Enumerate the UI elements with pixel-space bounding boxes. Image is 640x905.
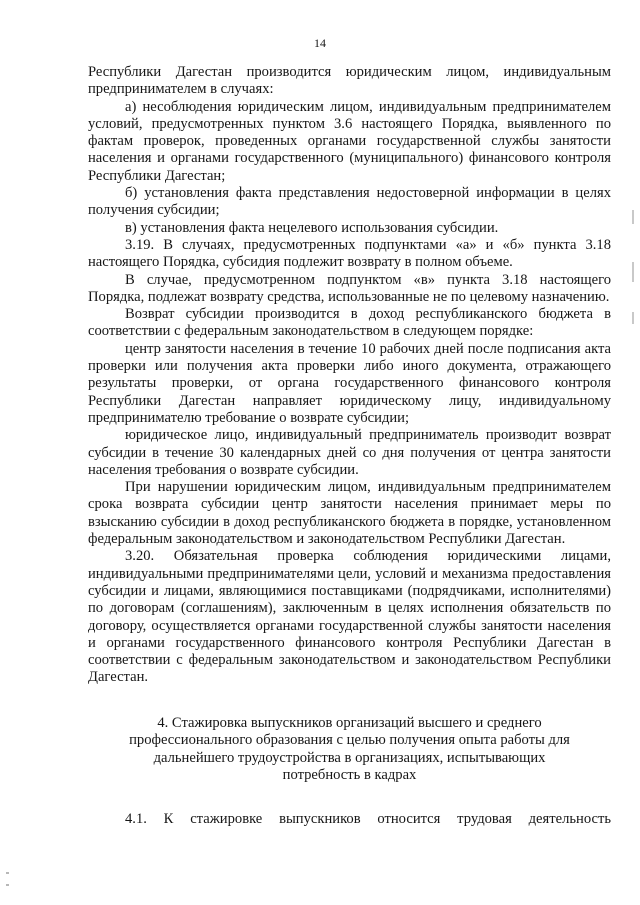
- document-body: [88, 64, 611, 828]
- paragraph: в) установления факта нецелевого использования субсидии.: [125, 219, 499, 236]
- paragraph: 3.19. В случаях, предусмотренных подпунктами «а» и «б» пункта 3.18 настоящего Порядка, субсидия подлежит возврату в полном объеме.: [88, 236, 611, 271]
- paragraph-continued: 4.1. К стажировке выпускников относится трудовая деятельность: [125, 810, 611, 827]
- paragraph: б) установления факта представления недостоверной информации в целях получения субсидии;: [88, 185, 611, 219]
- paragraph: Республики Дагестан производится юридическим лицом, индивидуальным предпринимателем в случаях:: [88, 64, 611, 98]
- paragraph: Возврат субсидии производится в доход республиканского бюджета в соответствии с федеральным законодательством в следующем порядке:: [88, 306, 611, 340]
- paragraph: центр занятости населения в течение 10 рабочих дней после подписания акта проверки или получения акта проверки либо иного документа, отражающего результаты проверки, от органа государственного финансового контроля Республики Дагестан направляет юридическому лицу, индивидуальному предпринимателю требование о возврате субсидии;: [88, 340, 611, 426]
- scan-artifact: [632, 262, 634, 282]
- scan-artifact: [632, 210, 634, 224]
- paragraph: юридическое лицо, индивидуальный предприниматель производит возврат субсидии в течение 30 календарных дней со дня получения от центра занятости населения требования о возврате субсидии.: [88, 427, 611, 478]
- paragraph: 3.20. Обязательная проверка соблюдения юридическими лицами, индивидуальными предпринимателями цели, условий и механизма предоставления субсидии и лицами, являющимися поставщиками (подрядчиками, исполнителями) по договорам (соглашениям), заключенным в целях исполнения обязательств по договору, осуществляется органами государственной службы занятости населения и органами государственного финансового контроля Республики Дагестан в соответствии с федеральным законодательством и законодательством Республики Дагестан.: [88, 548, 611, 686]
- scan-artifact: [6, 884, 9, 886]
- page-number: 14: [314, 36, 326, 50]
- paragraph: а) несоблюдения юридическим лицом, индивидуальным предпринимателем условий, предусмотренных пунктом 3.6 настоящего Порядка, выявленного по фактам проверок, проведенных органами государственной службы занятости населения и органами государственного (муниципального) финансового контроля Республики Дагестан;: [88, 98, 611, 184]
- paragraph: При нарушении юридическим лицом, индивидуальным предпринимателем срока возврата субсидии центр занятости населения принимает меры по взысканию субсидии в доход республиканского бюджета в порядке, установленном федеральным законодательством и законодательством Республики Дагестан.: [88, 479, 611, 548]
- section-heading-line: дальнейшего трудоустройства в организациях, испытывающих: [153, 749, 546, 766]
- scan-artifact: [6, 872, 9, 874]
- scan-artifact: [632, 312, 634, 324]
- paragraph: В случае, предусмотренном подпунктом «в» пункта 3.18 настоящего Порядка, подлежат возврату средства, использованные не по целевому назначению.: [88, 271, 611, 305]
- section-heading-line: профессионального образования с целью получения опыта работы для: [129, 732, 570, 749]
- section-heading-line: 4. Стажировка выпускников организаций высшего и среднего: [157, 714, 542, 731]
- section-heading: [88, 715, 611, 785]
- section-heading-line: потребность в кадрах: [282, 767, 417, 784]
